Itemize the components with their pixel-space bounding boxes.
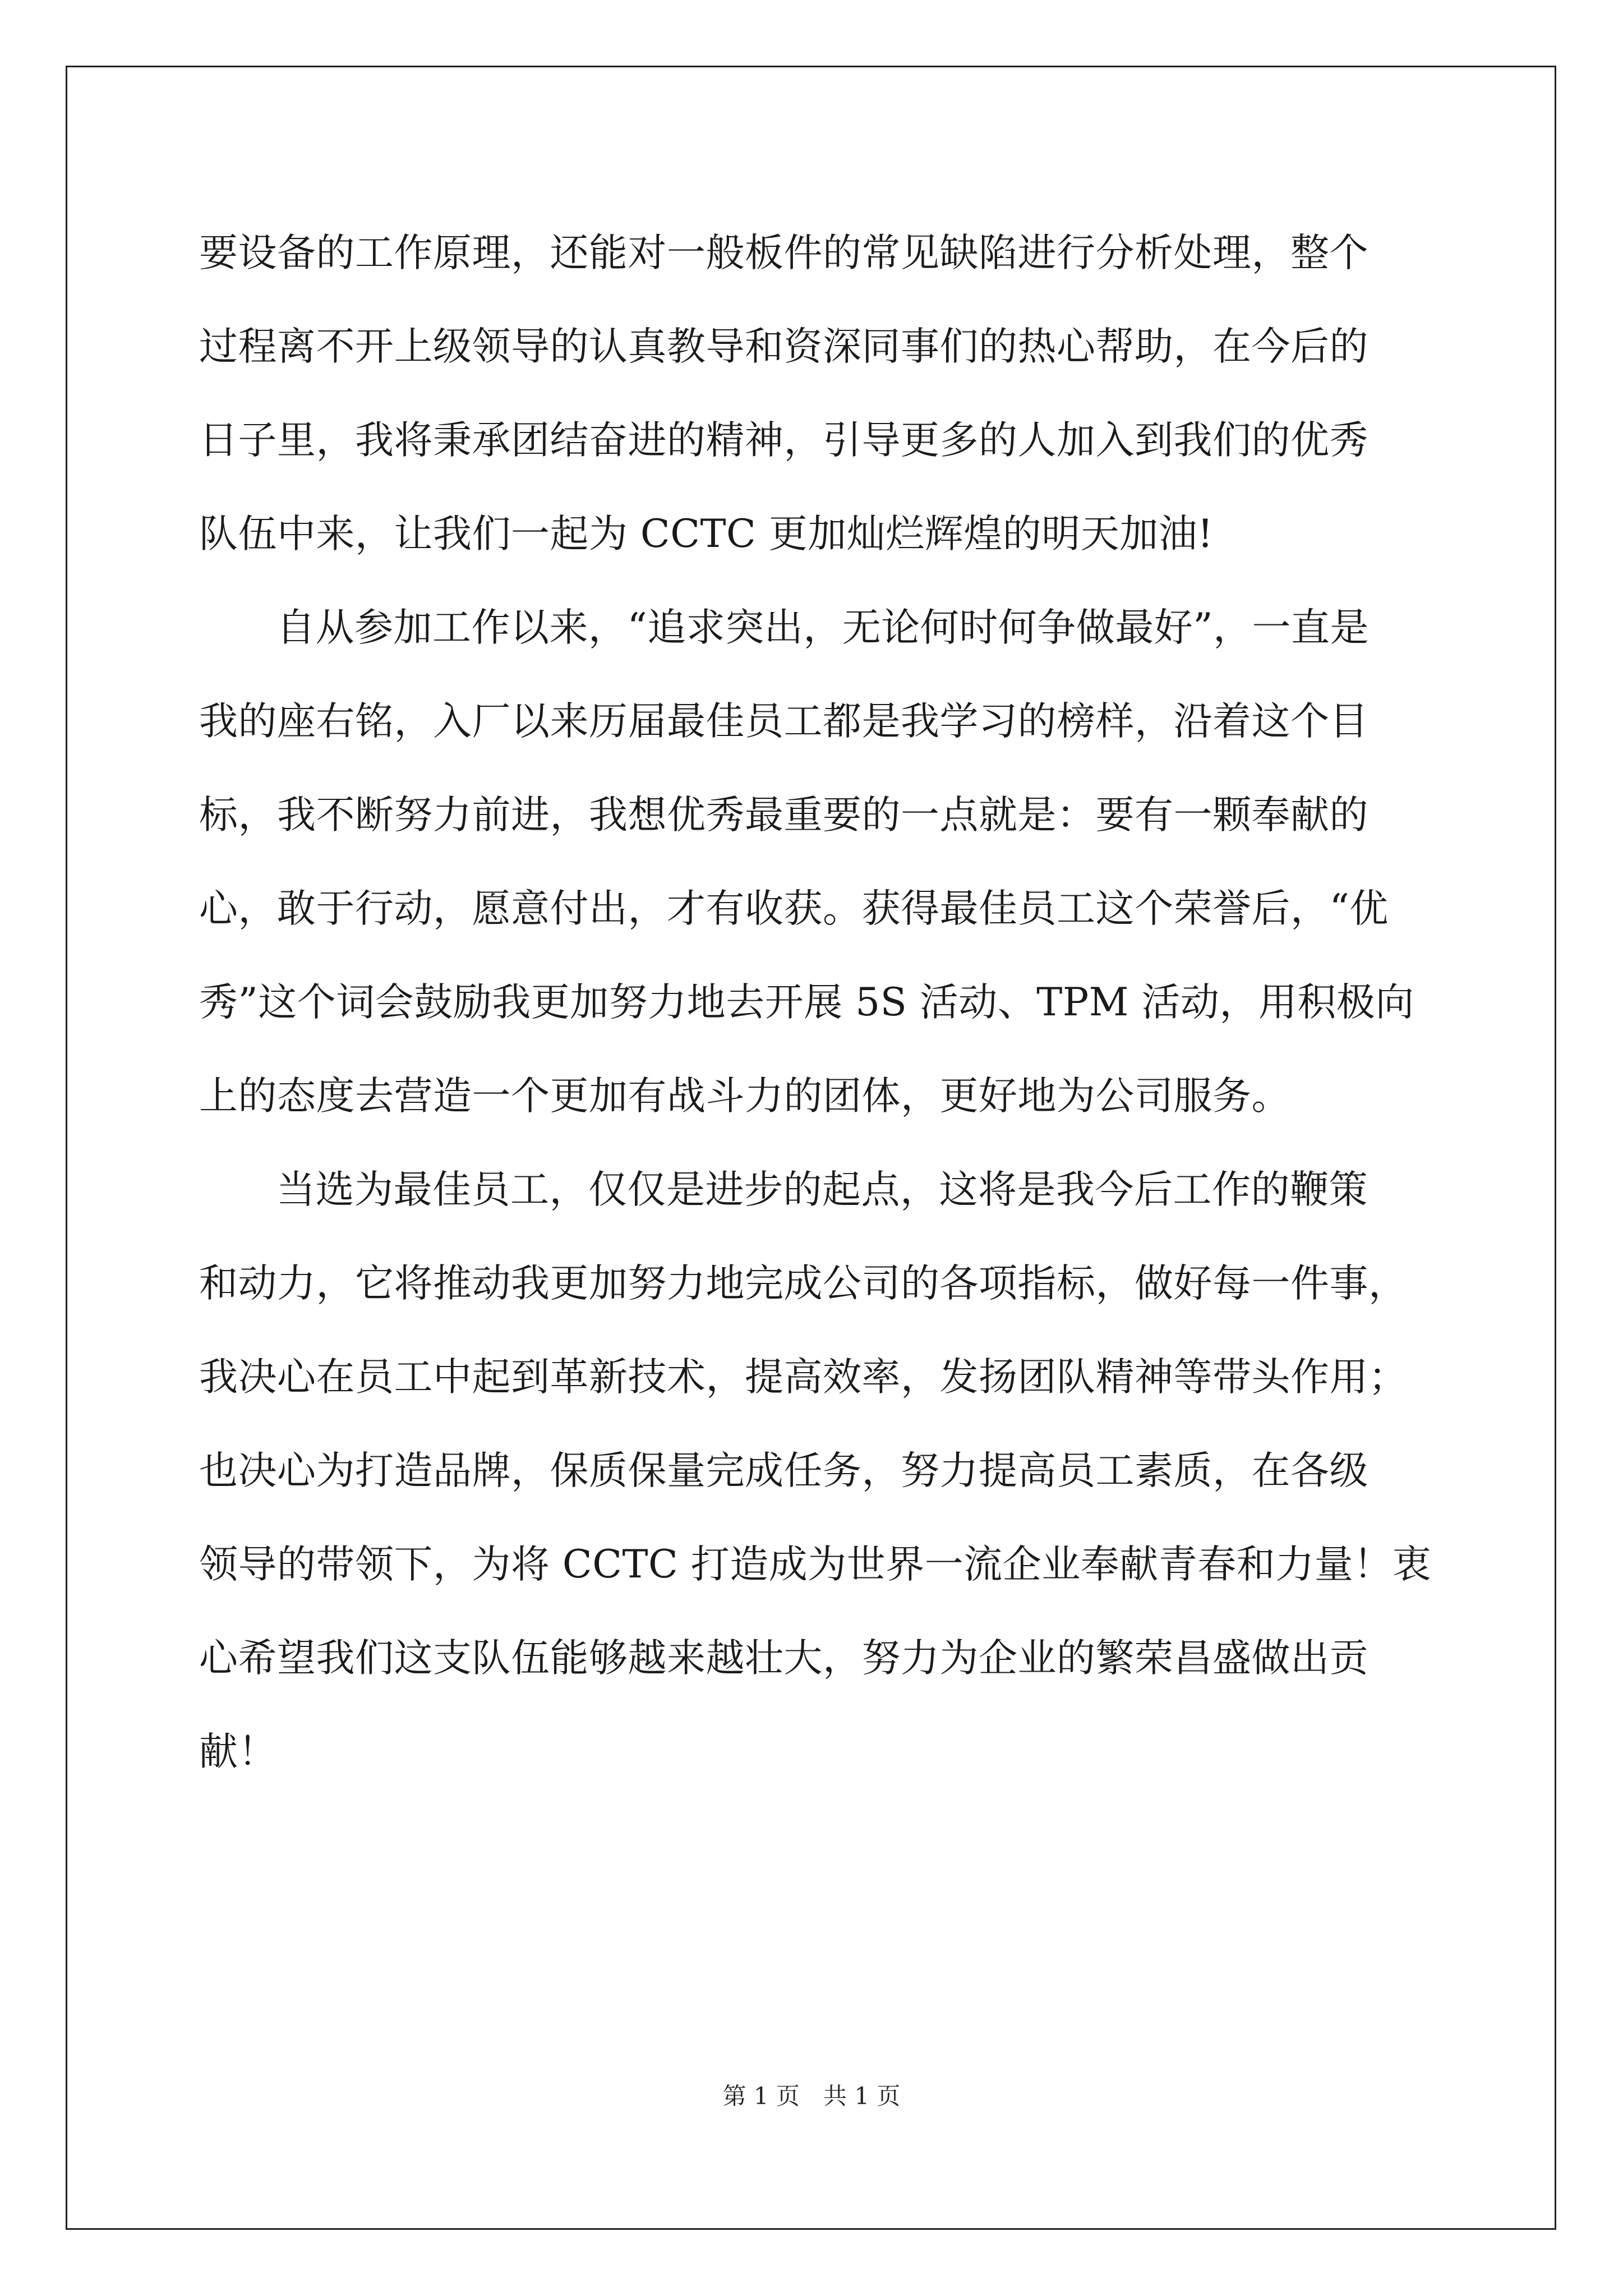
text-line: 过程离不开上级领导的认真教导和资深同事们的热心帮助，在今后的 xyxy=(199,324,1368,369)
text-line: 上的态度去营造一个更加有战斗力的团体，更好地为公司服务。 xyxy=(199,1074,1290,1119)
text-line: 我决心在员工中起到革新技术，提高效率，发扬团队精神等带头作用； xyxy=(199,1355,1408,1400)
text-line: 日子里，我将秉承团结奋进的精神，引导更多的人加入到我们的优秀 xyxy=(199,418,1368,463)
paragraph-start-line: 当选为最佳员工，仅仅是进步的起点，这将是我今后工作的鞭策 xyxy=(276,1167,1368,1212)
text-line: 要设备的工作原理，还能对一般板件的常见缺陷进行分析处理，整个 xyxy=(199,231,1368,275)
text-line: 和动力，它将推动我更加努力地完成公司的各项指标，做好每一件事， xyxy=(199,1261,1408,1306)
document-body xyxy=(199,206,1433,1799)
text-line: 秀”这个词会鼓励我更加努力地去开展 5S 活动、TPM 活动，用积极向 xyxy=(199,980,1414,1025)
text-line: 心希望我们这支队伍能够越来越壮大，努力为企业的繁荣昌盛做出贡 xyxy=(199,1636,1368,1681)
page-number-footer: 第 1 页 共 1 页 xyxy=(722,2082,901,2110)
text-line: 领导的带领下，为将 CCTC 打造成为世界一流企业奉献青春和力量！衷 xyxy=(199,1542,1432,1587)
text-line: 也决心为打造品牌，保质保量完成任务，努力提高员工素质，在各级 xyxy=(199,1448,1368,1493)
text-line: 标，我不断努力前进，我想优秀最重要的一点就是：要有一颗奉献的 xyxy=(199,793,1368,838)
paragraph-start-line: 自从参加工作以来，“追求突出，无论何时何争做最好”，一直是 xyxy=(276,605,1370,650)
text-line: 我的座右铭，入厂以来历届最佳员工都是我学习的榜样，沿着这个目 xyxy=(199,699,1368,744)
text-line: 心，敢于行动，愿意付出，才有收获。获得最佳员工这个荣誉后，“优 xyxy=(199,886,1389,931)
text-line: 队伍中来，让我们一起为 CCTC 更加灿烂辉煌的明天加油! xyxy=(199,512,1214,556)
text-line: 献！ xyxy=(199,1729,277,1774)
